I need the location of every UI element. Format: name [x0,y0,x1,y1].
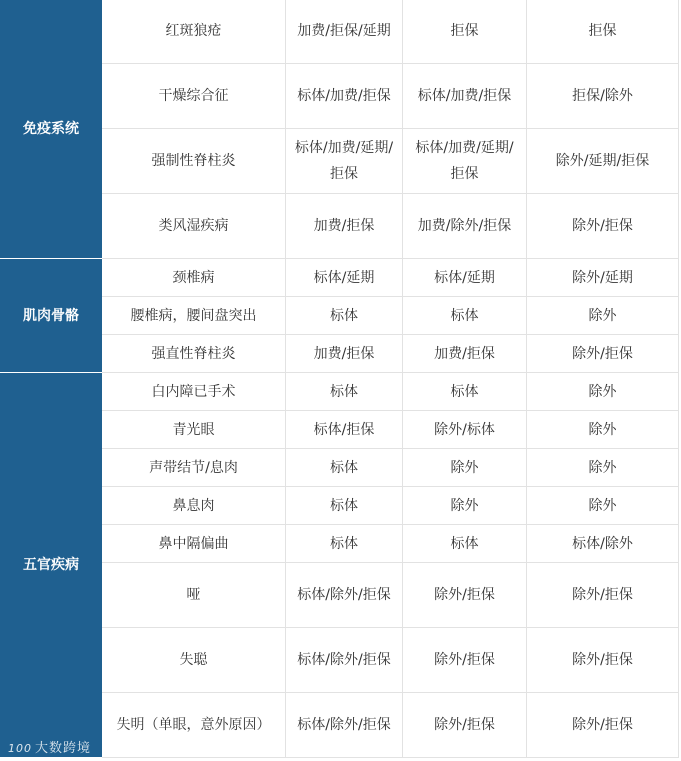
table-row [1,297,679,335]
value-cell: 除外/延期 [527,259,679,297]
value-cell: 标体/加费/延期/拒保 [286,129,403,194]
value-cell: 除外/拒保 [527,563,679,628]
value-cell: 标体 [286,373,403,411]
table-row [1,335,679,373]
category-cell: 肌肉骨骼 [1,259,102,373]
table-row [1,449,679,487]
watermark [8,737,91,756]
value-cell: 标体/加费/拒保 [286,64,403,129]
disease-cell: 鼻息肉 [102,487,286,525]
table-row [1,194,679,259]
table-row [1,563,679,628]
value-cell: 除外/拒保 [403,563,527,628]
disease-cell: 青光眼 [102,411,286,449]
watermark-text: 大数跨境 [35,741,92,756]
value-cell: 拒保/除外 [527,64,679,129]
table-row [1,373,679,411]
value-cell: 加费/拒保 [286,194,403,259]
value-cell: 除外 [403,449,527,487]
value-cell: 标体/拒保 [286,411,403,449]
disease-cell: 腰椎病，腰间盘突出 [102,297,286,335]
disease-cell: 白内障已手术 [102,373,286,411]
value-cell: 加费/拒保 [286,335,403,373]
value-cell: 除外/拒保 [527,194,679,259]
value-cell: 标体 [403,373,527,411]
value-cell: 除外/标体 [403,411,527,449]
value-cell: 除外/延期/拒保 [527,129,679,194]
category-cell: 五官疾病 [1,373,102,758]
value-cell: 拒保 [527,0,679,64]
table-row [1,487,679,525]
value-cell: 标体/除外/拒保 [286,628,403,693]
value-cell: 除外 [527,487,679,525]
value-cell: 标体/延期 [403,259,527,297]
value-cell: 标体/加费/拒保 [403,64,527,129]
disease-cell: 类风湿疾病 [102,194,286,259]
disease-cell: 干燥综合征 [102,64,286,129]
disease-cell: 失明（单眼，意外原因） [102,693,286,758]
value-cell: 除外 [527,297,679,335]
disease-cell: 声带结节/息肉 [102,449,286,487]
table-row [1,411,679,449]
value-cell: 除外/拒保 [527,628,679,693]
table-row [1,259,679,297]
value-cell: 标体/除外/拒保 [286,693,403,758]
category-cell: 免疫系统 [1,0,102,259]
disease-cell: 哑 [102,563,286,628]
disease-cell: 强制性脊柱炎 [102,129,286,194]
value-cell: 标体/除外/拒保 [286,563,403,628]
disease-cell: 强直性脊柱炎 [102,335,286,373]
value-cell: 标体/加费/延期/拒保 [403,129,527,194]
watermark-logo-icon: 100 [8,742,32,755]
table-row [1,64,679,129]
value-cell: 标体 [286,449,403,487]
value-cell: 标体 [286,297,403,335]
disease-cell: 颈椎病 [102,259,286,297]
value-cell: 标体 [403,297,527,335]
table-row [1,628,679,693]
table-row [1,0,679,64]
table-row [1,129,679,194]
value-cell: 拒保 [403,0,527,64]
value-cell: 标体 [286,525,403,563]
value-cell: 除外/拒保 [527,335,679,373]
value-cell: 标体 [286,487,403,525]
value-cell: 除外/拒保 [403,693,527,758]
table-row [1,525,679,563]
disease-cell: 失聪 [102,628,286,693]
value-cell: 加费/拒保/延期 [286,0,403,64]
value-cell: 标体/除外 [527,525,679,563]
value-cell: 标体/延期 [286,259,403,297]
value-cell: 除外/拒保 [527,693,679,758]
disease-cell: 红斑狼疮 [102,0,286,64]
table-row [1,693,679,758]
value-cell: 加费/除外/拒保 [403,194,527,259]
value-cell: 加费/拒保 [403,335,527,373]
value-cell: 除外 [527,373,679,411]
value-cell: 除外 [527,411,679,449]
value-cell: 除外/拒保 [403,628,527,693]
value-cell: 除外 [403,487,527,525]
value-cell: 除外 [527,449,679,487]
value-cell: 标体 [403,525,527,563]
disease-cell: 鼻中隔偏曲 [102,525,286,563]
